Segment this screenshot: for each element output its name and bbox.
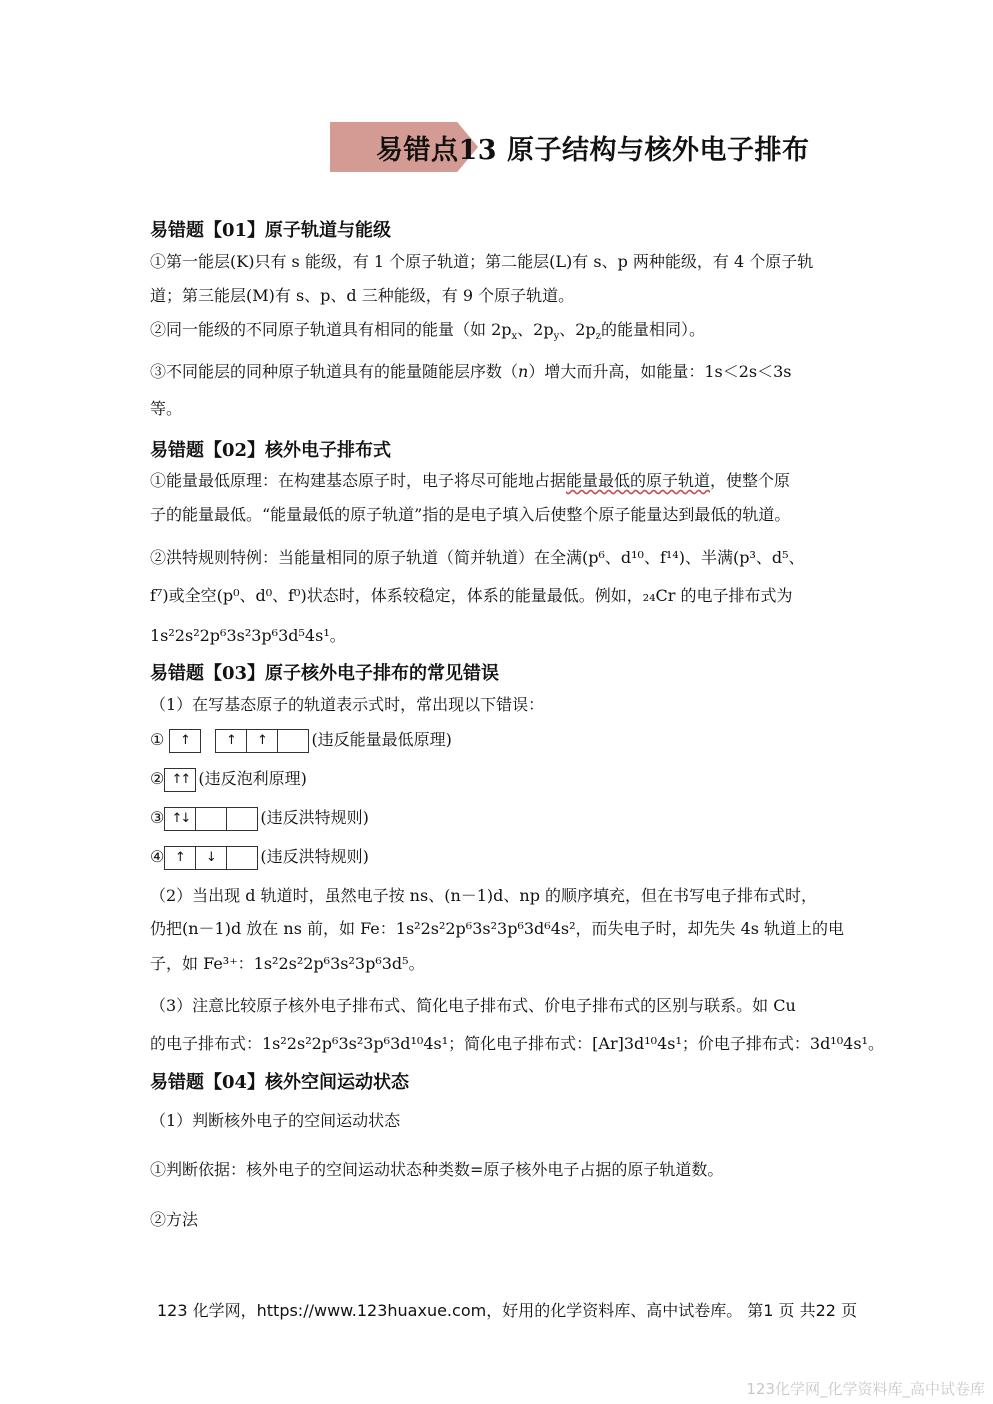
s01-p2-sep2: 、2p: [559, 320, 596, 339]
section-heading-01: 易错题【01】原子轨道与能级: [150, 220, 392, 241]
s01-para2: [150, 318, 705, 342]
s01-para1-line2: 道；第三能层(M)有 s、p、d 三种能级，有 9 个原子轨道。: [150, 286, 575, 305]
s01-p2-z: z: [595, 331, 601, 342]
page-title: 易错点13 原子结构与核外电子排布: [376, 135, 810, 166]
s04-para1: （1）判断核外电子的空间运动状态: [150, 1111, 401, 1130]
empty-orbital-box: [226, 846, 258, 870]
s01-p2-pre: ②同一能级的不同原子轨道具有相同的能量（如 2p: [150, 320, 512, 339]
s03-intro: （1）在写基态原子的轨道表示式时，常出现以下错误：: [150, 695, 545, 714]
e2-number: ②: [150, 769, 165, 788]
s04-para2: ①判断依据：核外电子的空间运动状态种类数=原子核外电子占据的原子轨道数。: [150, 1160, 724, 1179]
e4-number: ④: [150, 847, 165, 866]
error-example-3: [150, 806, 369, 831]
e3-note: (违反洪特规则): [260, 808, 369, 827]
s01-para3-line2: 等。: [150, 399, 183, 418]
error-example-4: [150, 845, 369, 870]
watermark: 123化学网_化学资料库_高中试卷库: [746, 1380, 985, 1398]
s01-para3: [150, 360, 792, 384]
e2-note: (违反泡利原理): [198, 769, 307, 788]
up-arrow-icon: ↑: [246, 729, 278, 753]
empty-orbital-box: [277, 729, 309, 753]
e1-number: ①: [150, 730, 165, 749]
s02-para2-line3: 1s²2s²2p⁶3s²3p⁶3d⁵4s¹。: [150, 626, 346, 645]
s02-p1-pre: ①能量最低原理：在构建基态原子时，电子将尽可能地占据: [150, 471, 567, 490]
s01-para1-line1: ①第一能层(K)只有 s 能级，有 1 个原子轨道；第二能层(L)有 s、p 两种能级，有 4 个原子轨: [150, 252, 814, 271]
page-footer: 123 化学网，https://www.123huaxue.com，好用的化学资料库、高中试卷库。 第1 页 共22 页: [157, 1301, 858, 1320]
s01-p2-sep1: 、2p: [517, 320, 554, 339]
down-arrow-icon: ↓: [195, 846, 227, 870]
double-up-arrow-icon: ↑ ↑: [164, 768, 196, 792]
up-down-arrow-icon: ↑ ↓: [164, 807, 196, 831]
s04-para3: ②方法: [150, 1210, 199, 1229]
up-arrow-icon: ↑: [215, 729, 247, 753]
e1-note: (违反能量最低原理): [311, 730, 452, 749]
orbital-boxes-2p: [215, 729, 309, 753]
error-example-2: [150, 767, 307, 792]
s03-para2-line1: （2）当出现 d 轨道时，虽然电子按 ns、(n－1)d、np 的顺序填充，但在书写电子排布式时，: [150, 886, 818, 905]
s02-para1-line1: [150, 469, 790, 493]
up-arrow-icon: ↑: [164, 846, 196, 870]
s02-p1-post: ，使整个原: [710, 471, 791, 490]
e3-number: ③: [150, 808, 165, 827]
s01-p3-pre: ③不同能层的同种原子轨道具有的能量随能层序数（: [150, 362, 519, 381]
e4-note: (违反洪特规则): [260, 847, 369, 866]
s02-para2-line2: f⁷)或全空(p⁰、d⁰、f⁰)状态时，体系较稳定，体系的能量最低。例如，₂₄Cr 的电子排布式为: [150, 586, 793, 605]
empty-orbital-box: [195, 807, 227, 831]
s01-p2-y: y: [553, 331, 560, 342]
s02-para1-line2: 子的能量最低。“能量最低的原子轨道”指的是电子填入后使整个原子能量达到最低的轨道。: [150, 505, 791, 524]
s03-para2-line3: 子，如 Fe³⁺：1s²2s²2p⁶3s²3p⁶3d⁵。: [150, 954, 425, 973]
s01-p3-post: ）增大而升高，如能量：1s＜2s＜3s: [528, 362, 792, 381]
s03-para3-line1: （3）注意比较原子核外电子排布式、简化电子排布式、价电子排布式的区别与联系。如 Cu: [150, 996, 796, 1015]
error-example-1: [150, 728, 452, 753]
empty-orbital-box: [226, 807, 258, 831]
s01-p2-post: 的能量相同）。: [600, 320, 705, 339]
orbital-box-1s: [169, 729, 201, 753]
section-heading-02: 易错题【02】核外电子排布式: [150, 440, 392, 461]
s03-para3-line2: 的电子排布式：1s²2s²2p⁶3s²3p⁶3d¹⁰4s¹；简化电子排布式：[Ar]3d¹⁰4s¹；价电子排布式：3d¹⁰4s¹。: [150, 1034, 884, 1053]
orbital-boxes-hund-1: [164, 807, 258, 831]
section-heading-04: 易错题【04】核外空间运动状态: [150, 1072, 410, 1093]
section-heading-03: 易错题【03】原子核外电子排布的常见错误: [150, 663, 500, 684]
s02-para2-line1: ②洪特规则特例：当能量相同的原子轨道（简并轨道）在全满(p⁶、d¹⁰、f¹⁴)、半满(p³、d⁵、: [150, 548, 805, 567]
s02-p1-wavy-phrase: 能量最低的原子轨道: [566, 471, 711, 490]
s01-p2-x: x: [511, 331, 518, 342]
orbital-boxes-hund-2: [164, 846, 258, 870]
s03-para2-line2: 仍把(n－1)d 放在 ns 前，如 Fe：1s²2s²2p⁶3s²3p⁶3d⁶4s²，而失电子时，却先失 4s 轨道上的电: [150, 919, 845, 938]
orbital-box-pauli: [164, 768, 196, 792]
up-arrow-icon: ↑: [169, 729, 201, 753]
s01-p3-n: n: [518, 362, 529, 381]
